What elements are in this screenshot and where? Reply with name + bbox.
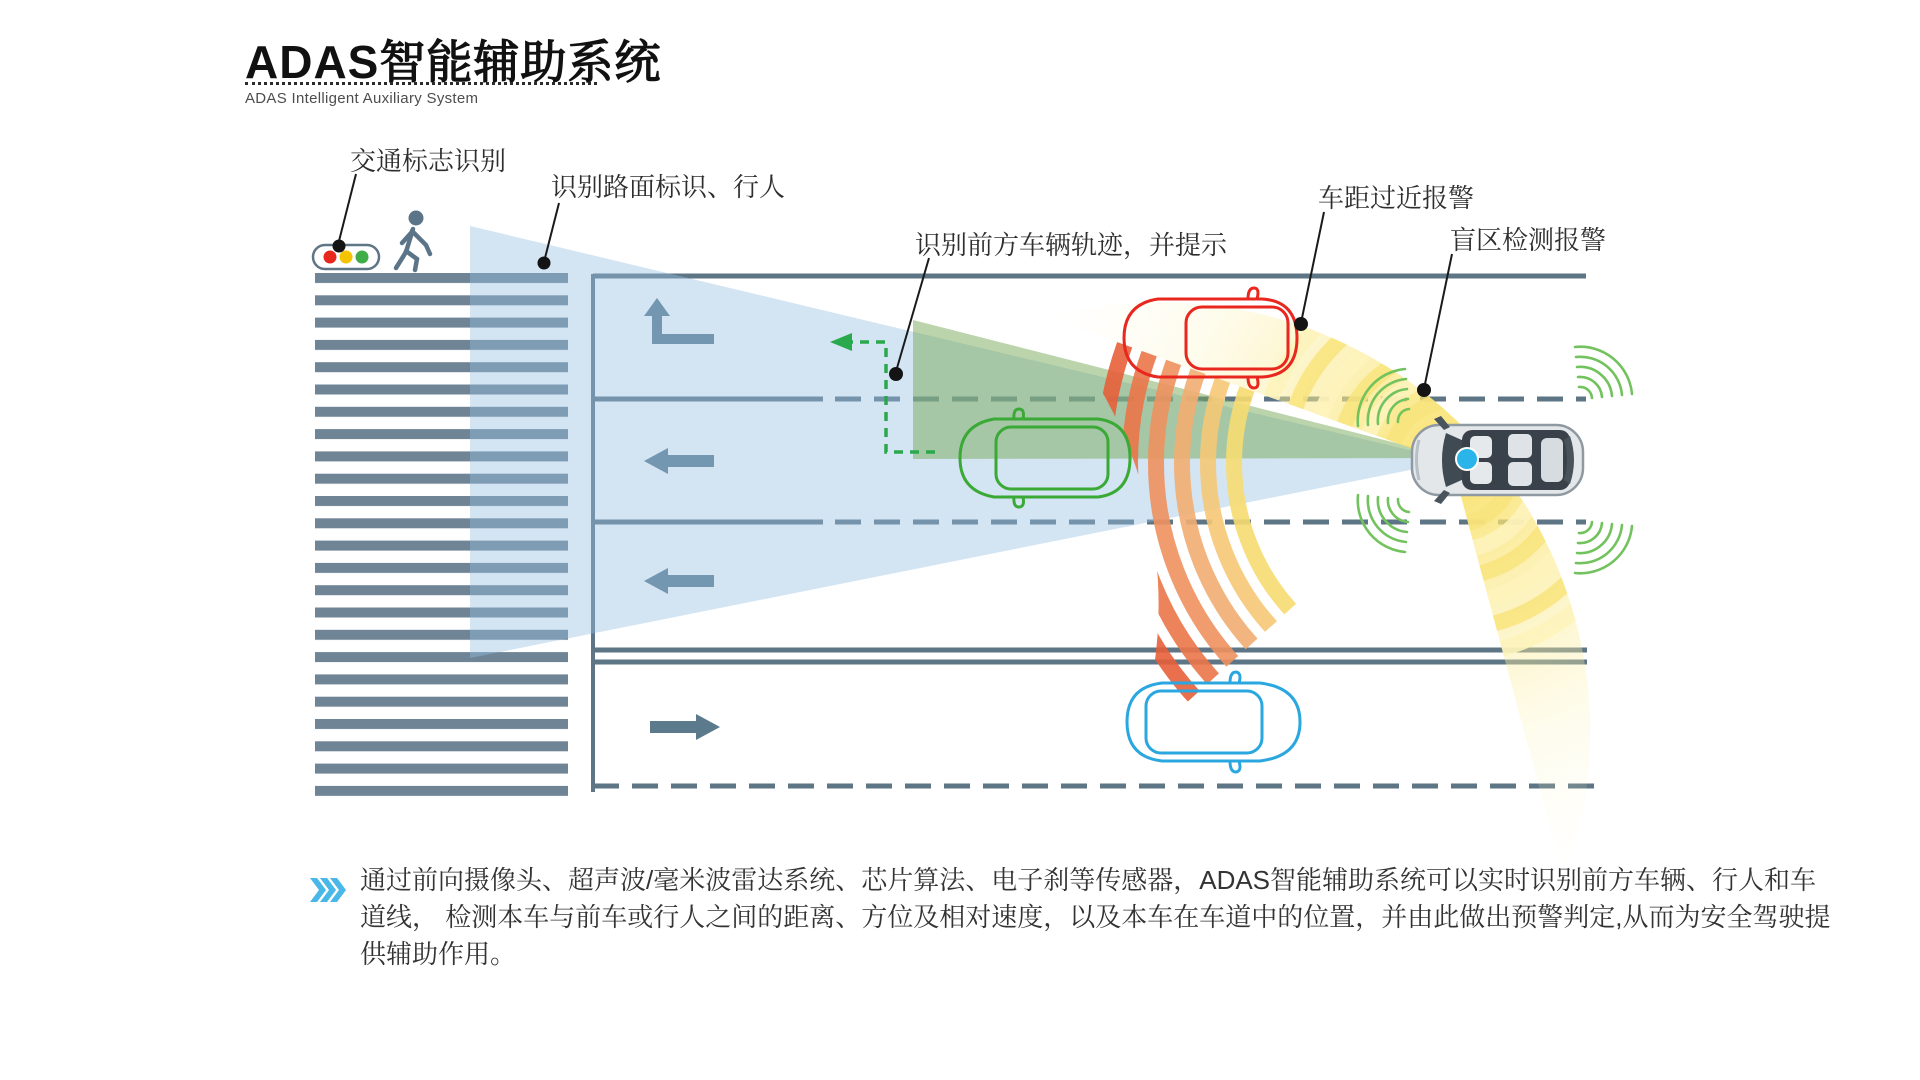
- car-ego-vehicle: [1412, 416, 1583, 504]
- front-camera-sensor-dot: [1456, 448, 1478, 470]
- label-front-vehicle-trajectory: 识别前方车辆轨迹，并提示: [915, 230, 1228, 260]
- description-line: 供辅助作用。: [360, 939, 517, 969]
- traffic-light-yellow: [340, 251, 353, 264]
- description-line: 通过前向摄像头、超声波/毫米波雷达系统、芯片算法、电子刹等传感器，ADAS智能辅助系统可以实时识别前方车辆、行人和车: [360, 865, 1817, 895]
- label-traffic-sign-recognition: 交通标志识别: [350, 146, 507, 176]
- traffic-light-red: [324, 251, 337, 264]
- description-line: 道线， 检测本车与前车或行人之间的距离、方位及相对速度，以及本车在车道中的位置，并由此做出预警判定,从而为安全驾驶提: [360, 902, 1831, 932]
- car-blue-adjacent-vehicle: [1127, 672, 1300, 772]
- label-road-marking-pedestrian: 识别路面标识、行人: [551, 172, 786, 202]
- title-underline: [245, 82, 597, 85]
- right-arrow-icon: [650, 714, 720, 740]
- traffic-light-icon: [313, 245, 379, 269]
- page-title: ADAS智能辅助系统: [245, 36, 662, 88]
- page-subtitle: ADAS Intelligent Auxiliary System: [245, 90, 479, 107]
- label-blind-spot-warning: 盲区检测报警: [1450, 225, 1607, 255]
- description-paragraph: [360, 862, 1831, 973]
- pedestrian-icon: [396, 211, 430, 271]
- traffic-light-green: [356, 251, 369, 264]
- label-distance-warning: 车距过近报警: [1318, 183, 1475, 213]
- chevrons-icon: [310, 878, 346, 902]
